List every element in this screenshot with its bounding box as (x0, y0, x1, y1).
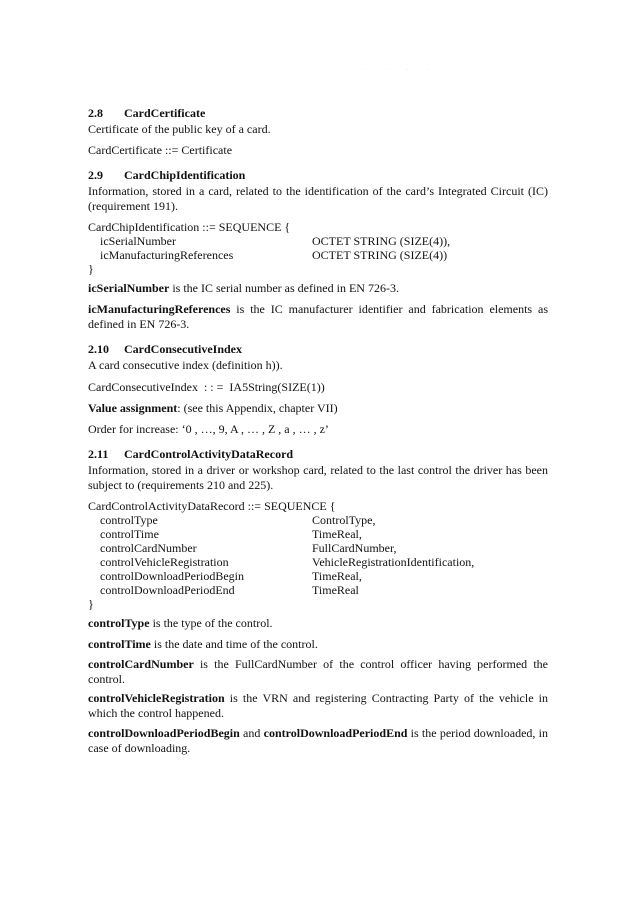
field-note-text: is the IC serial number as defined in EN 726-3. (169, 281, 399, 295)
field-name: controlCardNumber (100, 541, 197, 555)
field-name: controlDownloadPeriodEnd (100, 583, 235, 597)
section-heading-2-8 (88, 106, 205, 120)
section-number: 2.10 (88, 342, 109, 356)
field-note-text: is the IC manufacturer identifier and fabrication elements as defined in EN 726-3. (88, 302, 548, 331)
scan-artifact: · · · · (365, 68, 439, 73)
section-heading-2-11 (88, 447, 293, 461)
field-note (88, 616, 548, 631)
field-type: TimeReal (312, 583, 359, 597)
type-definition: CardConsecutiveIndex : : = IA5String(SIZE(1)) (88, 380, 325, 394)
field-type: VehicleRegistrationIdentification, (312, 555, 475, 569)
section-heading-2-10 (88, 342, 242, 356)
sequence-definition (88, 220, 558, 276)
field-name: controlTime (100, 527, 159, 541)
sequence-field (88, 527, 558, 541)
value-assignment-text: : (see this Appendix, chapter VII) (177, 401, 338, 415)
sequence-field (88, 541, 558, 555)
section-heading-2-9 (88, 168, 245, 182)
sequence-field (88, 234, 558, 248)
section-number: 2.8 (88, 106, 103, 120)
field-note (88, 726, 548, 755)
sequence-open: CardControlActivityDataRecord ::= SEQUENCE { (88, 499, 336, 513)
section-description: A card consecutive index (definition h)). (88, 358, 283, 372)
section-title: CardChipIdentification (124, 168, 246, 182)
sequence-field (88, 513, 558, 527)
sequence-definition (88, 499, 558, 611)
field-term: controlTime (88, 637, 151, 651)
field-name: controlType (100, 513, 158, 527)
field-note-text: is the VRN and registering Contracting Party of the vehicle in which the control happened. (88, 691, 548, 720)
field-name: icSerialNumber (100, 234, 176, 248)
section-title: CardControlActivityDataRecord (124, 447, 294, 461)
section-description: Information, stored in a driver or workshop card, related to the last control the driver has been subject to (requirements 210 and 225). (88, 463, 548, 492)
value-assignment (88, 401, 548, 416)
field-note (88, 657, 548, 686)
section-title: CardCertificate (124, 106, 206, 120)
sequence-field (88, 583, 558, 597)
field-name: controlVehicleRegistration (100, 555, 229, 569)
section-description: Information, stored in a card, related to the identification of the card’s Integrated Circuit (IC) (requirement 191). (88, 184, 548, 213)
order-note: Order for increase: ‘0 , …, 9, A , … , Z , a , … , z’ (88, 422, 329, 436)
field-type: TimeReal, (312, 527, 362, 541)
field-type: OCTET STRING (SIZE(4)) (312, 248, 448, 262)
sequence-close: } (88, 262, 94, 276)
field-note-text: is the type of the control. (149, 616, 273, 630)
sequence-open: CardChipIdentification ::= SEQUENCE { (88, 220, 291, 234)
field-note-text: and (239, 726, 264, 740)
section-number: 2.9 (88, 168, 103, 182)
field-name: controlDownloadPeriodBegin (100, 569, 244, 583)
field-note (88, 691, 548, 720)
field-term: icSerialNumber (88, 281, 170, 295)
field-note (88, 637, 548, 652)
field-name: icManufacturingReferences (100, 248, 234, 262)
field-type: FullCardNumber, (312, 541, 397, 555)
field-term: controlType (88, 616, 150, 630)
sequence-field (88, 569, 558, 583)
field-type: TimeReal, (312, 569, 362, 583)
field-term: controlCardNumber (88, 657, 194, 671)
field-note-text: is the FullCardNumber of the control officer having performed the control. (88, 657, 548, 686)
section-description: Certificate of the public key of a card. (88, 122, 271, 136)
field-note-text: is the period downloaded, in case of downloading. (88, 726, 549, 755)
section-title: CardConsecutiveIndex (124, 342, 243, 356)
field-term: icManufacturingReferences (88, 302, 231, 316)
field-type: ControlType, (312, 513, 376, 527)
sequence-field (88, 555, 558, 569)
sequence-close: } (88, 597, 94, 611)
field-note-text: is the date and time of the control. (150, 637, 318, 651)
field-note (88, 302, 548, 331)
field-term: controlVehicleRegistration (88, 691, 225, 705)
sequence-field (88, 248, 558, 262)
field-term: controlDownloadPeriodBegin (88, 726, 240, 740)
type-definition: CardCertificate ::= Certificate (88, 143, 233, 157)
field-type: OCTET STRING (SIZE(4)), (312, 234, 451, 248)
field-term: controlDownloadPeriodEnd (263, 726, 408, 740)
value-assignment-label: Value assignment (88, 401, 178, 415)
section-number: 2.11 (88, 447, 109, 461)
field-note (88, 281, 548, 296)
